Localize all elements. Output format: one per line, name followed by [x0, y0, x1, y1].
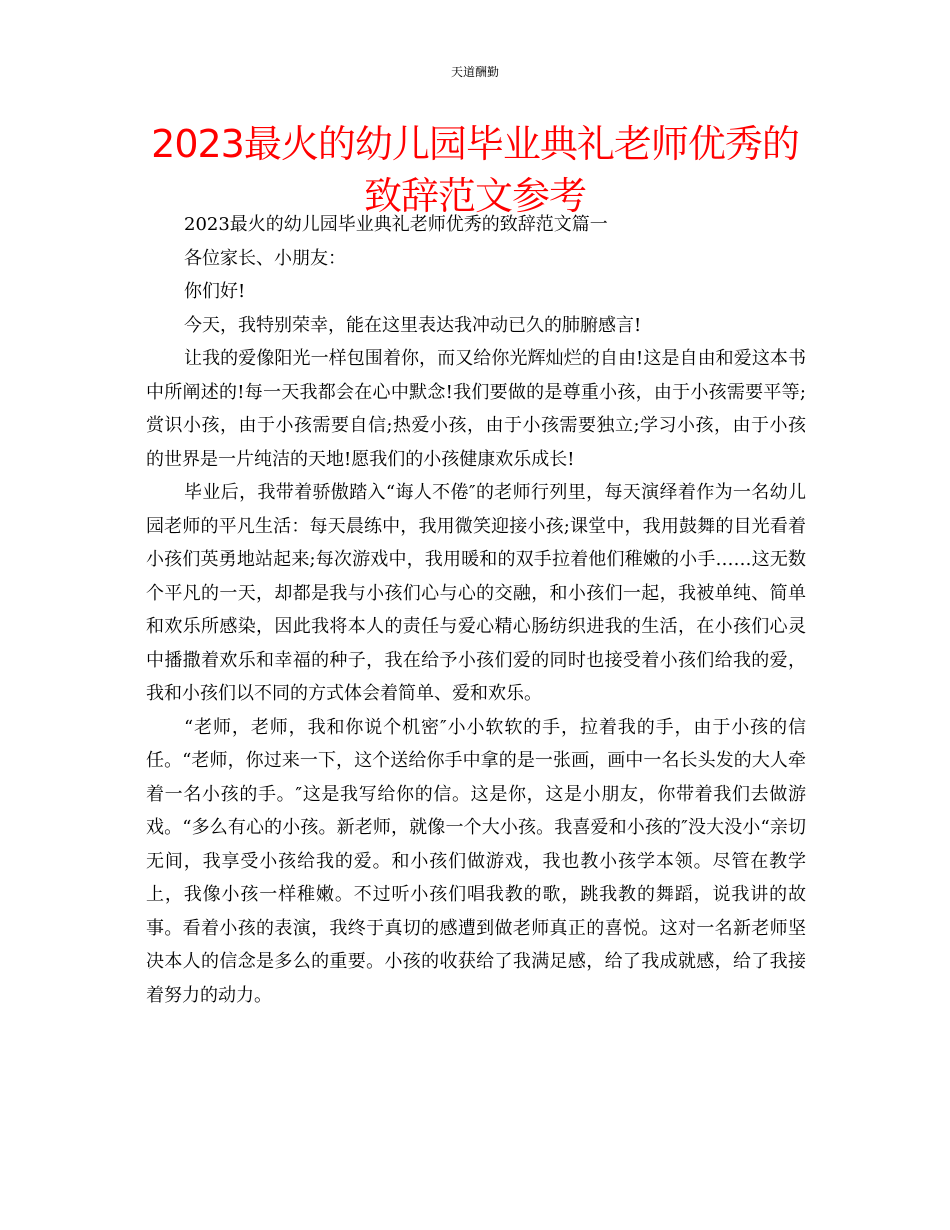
body-paragraph: “老师，老师，我和你说个机密″小小软软的手，拉着我的手，由于小孩的信任。“老师，你过来一下，这个送给你手中拿的是一张画，画中一名长头发的大人牵着一名小孩的手。″这是我写给你的信。这是你，这是小朋友，你带着我们去做游戏。“多么有心的小孩。新老师，就像一个大小孩。我喜爱和小孩的″没大没小“亲切无间，我享受小孩给我的爱。和小孩们做游戏，我也教小孩学本领。尽管在教学上，我像小孩一样稚嫩。不过听小孩们唱我教的歌，跳我教的舞蹈，说我讲的故事。看着小孩的表演，我终于真切的感遭到做老师真正的喜悦。这对一名新老师坚决本人的信念是多么的重要。小孩的收获给了我满足感，给了我成就感，给了我接着努力的动力。	[146, 716, 806, 1006]
greeting: 你们好!	[184, 281, 246, 302]
title-line-1: 2023最火的幼儿园毕业典礼老师优秀的	[151, 122, 799, 166]
body-paragraph: 今天，我特别荣幸，能在这里表达我冲动已久的肺腑感言!	[184, 314, 642, 336]
body-paragraph: 让我的爱像阳光一样包围着你，而又给你光辉灿烂的自由!这是自由和爱这本书中所阐述的!每一天我都会在心中默念!我们要做的是尊重小孩，由于小孩需要平等;赏识小孩，由于小孩需要自信;热爱小孩，由于小孩需要独立;学习小孩，由于小孩的世界是一片纯洁的天地!愿我们的小孩健康欢乐成长!	[146, 348, 806, 470]
section-heading: 2023最火的幼儿园毕业典礼老师优秀的致辞范文篇一	[184, 214, 608, 235]
document-title	[130, 118, 820, 222]
page-header: 天道酬勤	[450, 65, 499, 79]
salutation: 各位家长、小朋友：	[184, 247, 346, 269]
title-line-2: 致辞范文参考	[363, 174, 586, 218]
body-paragraph: 毕业后，我带着骄傲踏入“诲人不倦″的老师行列里，每天演绎着作为一名幼儿园老师的平凡生活：每天晨练中，我用微笑迎接小孩;课堂中，我用鼓舞的目光看着小孩们英勇地站起来;每次游戏中，我用暖和的双手拉着他们稚嫩的小手……这无数个平凡的一天，却都是我与小孩们心与心的交融，和小孩们一起，我被单纯、简单和欢乐所感染，因此我将本人的责任与爱心精心肠纺织进我的生活，在小孩们心灵中播撒着欢乐和幸福的种子，我在给予小孩们爱的同时也接受着小孩们给我的爱，我和小孩们以不同的方式体会着简单、爱和欢乐。	[146, 482, 806, 704]
document-body	[146, 208, 806, 1012]
